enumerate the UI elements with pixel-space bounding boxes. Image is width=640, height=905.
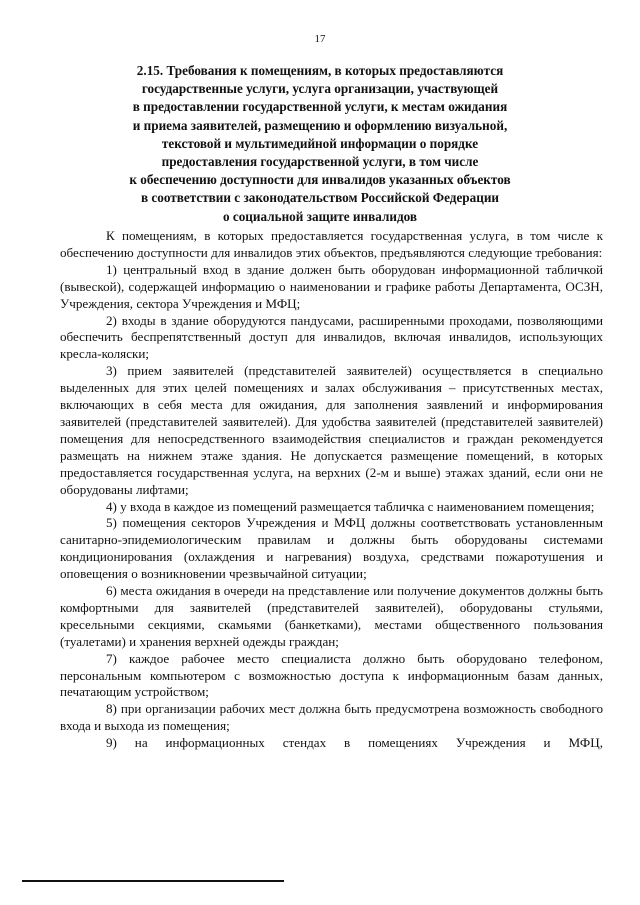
requirement-item-3: 3) прием заявителей (представителей заявителей) осуществляется в специально выделенных для этих целей помещениях и залах обслуживания – присутственных местах, включающих в себя места для ожидания, для заполнения заявлений и информирования заявителей (представителей заявителей). Для удобства заявителей (представителей заявителей) помещения для непосредственного взаимодействия специалистов и граждан рекомендуется размещать на нижнем этаже здания. Не допускается размещение помещений, в которых предоставляется государственная услуга, на верхних (2-м и выше) этажах зданий, если они не оборудованы лифтами; — [60, 363, 603, 497]
heading-line: и приема заявителей, размещению и оформлению визуальной, — [132, 117, 508, 133]
body-text — [60, 228, 603, 752]
heading-line: о социальной защите инвалидов — [222, 208, 418, 224]
requirement-item-4: 4) у входа в каждое из помещений размещается табличка с наименованием помещения; — [106, 498, 595, 514]
requirement-item-5: 5) помещения секторов Учреждения и МФЦ должны соответствовать установленным санитарно-эпидемиологическим правилам и должны быть оборудованы системами кондиционирования (охлаждения и нагревания) воздуха, средствами пожаротушения и оповещения о возникновении чрезвычайной ситуации; — [60, 515, 603, 582]
requirement-item-8: 8) при организации рабочих мест должна быть предусмотрена возможность свободного входа и выхода из помещения; — [60, 701, 603, 734]
heading-line: предоставления государственной услуги, в том числе — [161, 154, 479, 170]
heading-line: к обеспечению доступности для инвалидов указанных объектов — [129, 172, 511, 188]
heading-line: в предоставлении государственной услуги, к местам ожидания — [132, 99, 508, 115]
requirement-item-9: 9) на информационных стендах в помещениях Учреждения и МФЦ, — [106, 735, 603, 751]
footer-divider — [22, 880, 284, 882]
intro-paragraph: К помещениям, в которых предоставляется государственная услуга, в том числе к обеспечению доступности для инвалидов этих объектов, предъявляются следующие требования: — [60, 228, 603, 260]
requirement-item-6: 6) места ожидания в очереди на представление или получение документов должны быть комфортными для заявителей (представителей заявителей), оборудованы стульями, кресельными секциями, скамьями (банкетками), местами общественного пользования (туалетами) и хранения верхней одежды граждан; — [60, 583, 603, 649]
requirement-item-2: 2) входы в здание оборудуются пандусами, расширенными проходами, позволяющими обеспечить беспрепятственный доступ для инвалидов, включая инвалидов, использующих кресла-коляски; — [60, 312, 603, 362]
heading-line: 2.15. Требования к помещениям, в которых предоставляются — [136, 63, 504, 78]
heading-line: в соответствии с законодательством Российской Федерации — [140, 190, 500, 206]
section-heading — [0, 62, 640, 226]
requirement-item-1: 1) центральный вход в здание должен быть оборудован информационной табличкой (вывеской), содержащей информацию о наименовании и графике работы Департамента, ОСЗН, Учреждения, сектора Учреждения и МФЦ; — [60, 261, 603, 311]
page-number: 17 — [314, 33, 326, 45]
requirement-item-7: 7) каждое рабочее место специалиста должно быть оборудовано телефоном, персональным компьютером с возможностью доступа к информационным базам данных, печатающим устройством; — [60, 650, 603, 700]
heading-line: текстовой и мультимедийной информации о порядке — [161, 135, 479, 151]
heading-line: государственные услуги, услуга организации, участвующей — [141, 81, 499, 97]
